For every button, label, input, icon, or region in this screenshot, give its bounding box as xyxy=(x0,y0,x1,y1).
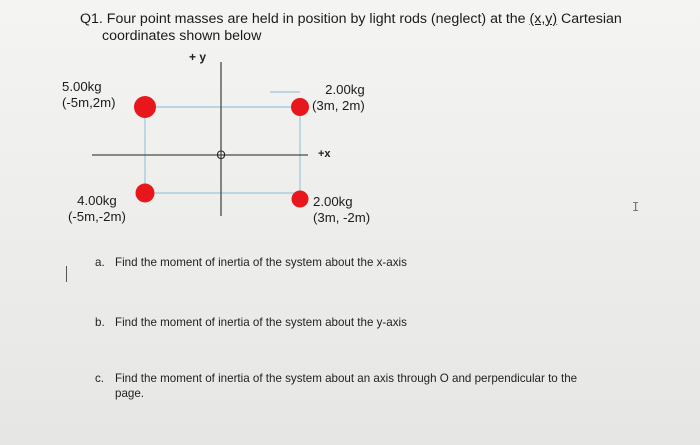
i-beam-cursor-icon: I xyxy=(632,200,640,214)
mass-top-left xyxy=(134,96,156,118)
mass-coord: (-5m,-2m) xyxy=(68,208,126,224)
question-line2: coordinates shown below xyxy=(102,28,262,44)
x-axis-label: +x xyxy=(318,148,331,160)
question-xy: (x,y) xyxy=(529,11,558,27)
mass-label-top-left xyxy=(62,79,115,110)
mass-value: 4.00kg xyxy=(77,193,117,208)
mass-label-top-right xyxy=(312,82,365,113)
mass-coord: (3m, 2m) xyxy=(312,97,365,113)
part-letter: b. xyxy=(95,316,105,329)
mass-value: 2.00kg xyxy=(313,194,353,209)
mass-bottom-right xyxy=(292,191,309,208)
part-c xyxy=(95,371,577,401)
origin-label: O xyxy=(216,148,226,162)
mass-coord: (-5m,2m) xyxy=(62,94,116,110)
mass-bottom-left xyxy=(136,184,155,203)
text-caret xyxy=(66,266,67,282)
mass-value: 5.00kg xyxy=(62,79,102,94)
mass-value: 2.00kg xyxy=(325,82,365,97)
part-text: Find the moment of inertia of the system about an axis through O and perpendicular to the xyxy=(115,372,578,385)
question-prefix: Q1. Four point masses are held in position by light rods (neglect) at the xyxy=(80,11,530,27)
mass-label-bottom-right xyxy=(313,194,370,225)
part-letter: c. xyxy=(95,372,105,385)
part-b xyxy=(95,315,407,330)
part-text-cont: page. xyxy=(115,387,145,400)
y-axis-label: + y xyxy=(189,50,207,64)
part-a xyxy=(95,255,407,270)
mass-label-bottom-left xyxy=(68,193,126,224)
question-suffix: Cartesian xyxy=(557,11,622,27)
mass-top-right xyxy=(291,98,309,116)
mass-coord: (3m, -2m) xyxy=(313,209,371,225)
part-letter: a. xyxy=(95,256,105,269)
part-text: Find the moment of inertia of the system about the y-axis xyxy=(115,316,407,329)
part-text: Find the moment of inertia of the system about the x-axis xyxy=(115,256,407,269)
